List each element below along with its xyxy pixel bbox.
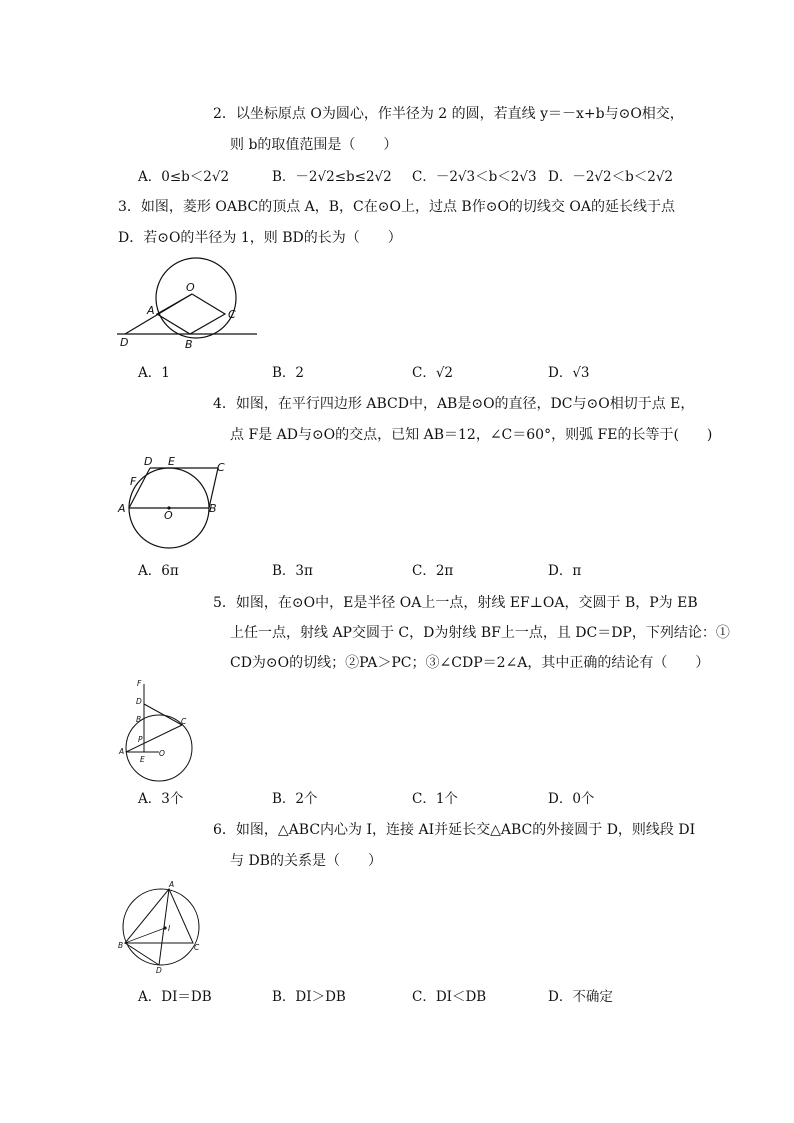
q3-label-c: C xyxy=(228,308,236,321)
q6-option-c[interactable]: C．DI＜DB xyxy=(412,989,487,1005)
q3-rhombus xyxy=(157,294,225,334)
q3-option-c[interactable]: C．√2 xyxy=(412,365,454,381)
q3-label-b: B xyxy=(185,338,193,351)
q4-label-d: D xyxy=(144,455,153,468)
q3-stem-line2: D．若⊙O的半径为 1，则 BD的长为（ ） xyxy=(118,230,402,246)
q4-label-c: C xyxy=(217,461,225,474)
q6-label-b: B xyxy=(118,941,124,950)
q5-label-a: A xyxy=(119,747,125,756)
q5-stem-line1: 5．如图，在⊙O中，E是半径 OA上一点，射线 EF⊥OA，交圆于 B，P为 EB xyxy=(213,595,698,611)
q2-option-b[interactable]: B．－2√2≤b≤2√2 xyxy=(272,169,392,185)
q6-figure xyxy=(112,875,212,975)
q4-label-o: O xyxy=(164,509,173,522)
q4-option-c[interactable]: C．2π xyxy=(412,563,454,579)
q5-label-d: D xyxy=(136,697,142,706)
q3-option-a[interactable]: A．1 xyxy=(138,365,170,381)
q3-stem-line1: 3．如图，菱形 OABC的顶点 A，B，C在⊙O上，过点 B作⊙O的切线交 OA的延长线于点 xyxy=(118,199,675,215)
q4-option-a[interactable]: A．6π xyxy=(138,563,179,579)
q3-label-d: D xyxy=(120,336,129,349)
q5-segment-dc xyxy=(144,704,182,725)
q4-label-e: E xyxy=(168,455,175,468)
q6-segment-bd xyxy=(125,943,159,965)
q6-incenter-dot xyxy=(163,926,166,929)
q5-option-a[interactable]: A．3个 xyxy=(138,791,184,807)
q6-stem-line2: 与 DB的关系是（ ） xyxy=(230,853,382,869)
q3-circle xyxy=(156,258,236,338)
q5-stem-line3: CD为⊙O的切线；②PA＞PC；③∠CDP＝2∠A，其中正确的结论有（ ） xyxy=(230,655,710,671)
q4-stem-line2: 点 F是 AD与⊙O的交点，已知 AB＝12，∠C＝60°，则弧 FE的长等于( ) xyxy=(230,427,713,443)
q5-option-b[interactable]: B．2个 xyxy=(272,791,318,807)
q5-label-e: E xyxy=(140,755,145,764)
q5-figure xyxy=(115,676,200,786)
q2-option-d[interactable]: D．－2√2＜b＜2√2 xyxy=(548,169,674,185)
q4-stem-line1: 4．如图，在平行四边形 ABCD中，AB是⊙O的直径，DC与⊙O相切于点 E， xyxy=(213,396,695,412)
q2-stem-line1: 2．以坐标原点 O为圆心，作半径为 2 的圆，若直线 y＝－x+b与⊙O相交， xyxy=(213,106,684,122)
q4-label-a: A xyxy=(118,502,126,515)
q5-label-o: O xyxy=(159,749,165,758)
q2-option-a[interactable]: A．0≤b＜2√2 xyxy=(138,169,230,185)
q5-label-p: P xyxy=(138,735,143,744)
q5-stem-line2: 上任一点，射线 AP交圆于 C，D为射线 BF上一点，且 DC＝DP，下列结论：① xyxy=(230,625,730,641)
q6-stem-line1: 6．如图，△ABC内心为 I，连接 AI并延长交△ABC的外接圆于 D，则线段 DI xyxy=(213,822,696,838)
q4-label-b: B xyxy=(209,502,217,515)
q3-label-a: A xyxy=(147,304,155,317)
q4-label-f: F xyxy=(130,475,137,488)
q6-option-a[interactable]: A．DI＝DB xyxy=(138,989,212,1005)
q5-label-b: B xyxy=(136,715,142,724)
q6-triangle-abc xyxy=(125,889,193,943)
q5-label-c: C xyxy=(181,717,187,726)
q6-label-d: D xyxy=(156,966,162,975)
q5-ray-ap xyxy=(126,725,182,752)
q3-figure xyxy=(112,250,272,355)
q3-option-d[interactable]: D．√3 xyxy=(548,365,590,381)
q4-option-b[interactable]: B．3π xyxy=(272,563,313,579)
q3-label-o: O xyxy=(186,281,195,294)
q5-option-c[interactable]: C．1个 xyxy=(412,791,458,807)
q5-option-d[interactable]: D．0个 xyxy=(548,791,595,807)
q3-option-b[interactable]: B．2 xyxy=(272,365,305,381)
q2-option-c[interactable]: C．－2√3＜b＜2√3 xyxy=(412,169,537,185)
q6-option-b[interactable]: B．DI＞DB xyxy=(272,989,346,1005)
q4-side-ad xyxy=(129,468,150,508)
q6-label-c: C xyxy=(194,943,200,952)
q2-stem-line2: 则 b的取值范围是（ ） xyxy=(230,137,398,153)
q5-label-f: F xyxy=(137,679,142,688)
q6-label-a: A xyxy=(169,880,175,889)
q6-option-d[interactable]: D．不确定 xyxy=(548,989,613,1005)
q4-option-d[interactable]: D．π xyxy=(548,563,582,579)
q4-figure xyxy=(112,455,242,555)
q6-label-i: I xyxy=(168,924,171,933)
